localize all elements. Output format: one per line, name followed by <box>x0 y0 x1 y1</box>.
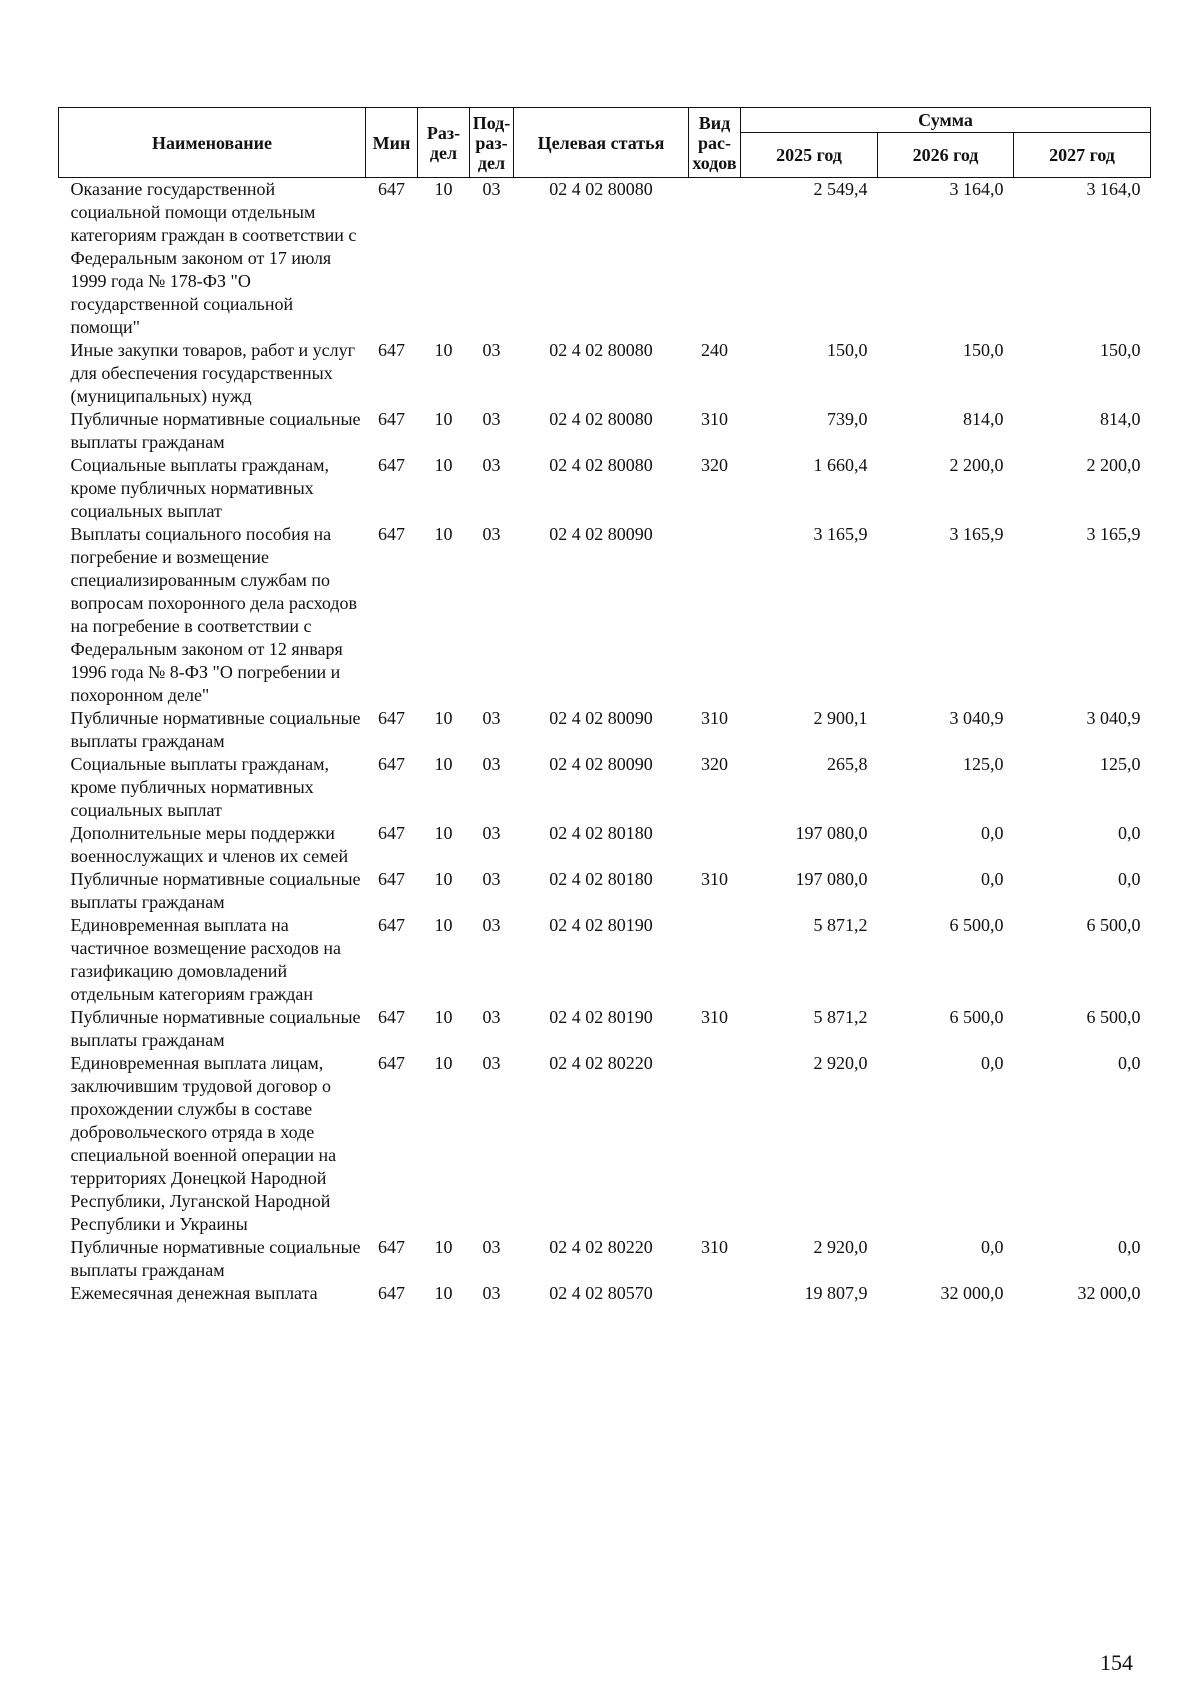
header-podrazdel: Под-раз-дел <box>470 108 514 178</box>
cell-min: 647 <box>378 179 405 199</box>
table-row <box>59 868 1151 914</box>
table-row <box>59 178 1151 340</box>
cell-2027: 3 164,0 <box>1086 179 1141 199</box>
cell-name: Единовременная выплата лицам, заключившим трудовой договор о прохождении службы в составе добровольческого отряда в ходе специальной военной операции на территориях Донецкой Народной Республики, Луганской Народной Республики и Украины <box>70 1053 337 1234</box>
cell-vid: 240 <box>701 340 728 360</box>
cell-name: Дополнительные меры поддержки военнослужащих и членов их семей <box>70 823 349 866</box>
cell-2027: 125,0 <box>1100 754 1141 774</box>
cell-vid <box>689 523 741 707</box>
cell-name: Публичные нормативные социальные выплаты гражданам <box>70 1237 361 1280</box>
cell-vid <box>689 178 741 340</box>
header-vid: Вид рас-ходов <box>689 108 741 178</box>
cell-2027: 0,0 <box>1118 1053 1141 1073</box>
table-row <box>59 707 1151 753</box>
cell-razdel: 10 <box>434 340 453 360</box>
cell-name: Ежемесячная денежная выплата <box>70 1283 318 1303</box>
cell-name: Публичные нормативные социальные выплаты гражданам <box>70 708 361 751</box>
cell-2026: 6 500,0 <box>949 915 1004 935</box>
header-summa: Сумма <box>741 108 1151 133</box>
cell-razdel: 10 <box>434 1237 453 1257</box>
cell-vid: 320 <box>701 455 728 475</box>
table-row <box>59 408 1151 454</box>
cell-2027: 150,0 <box>1100 340 1141 360</box>
cell-2026: 3 040,9 <box>949 708 1004 728</box>
cell-2027: 814,0 <box>1100 409 1141 429</box>
cell-podrazdel: 03 <box>482 823 501 843</box>
cell-2026: 0,0 <box>981 1237 1004 1257</box>
table-row <box>59 523 1151 707</box>
cell-2026: 32 000,0 <box>940 1283 1004 1303</box>
cell-2026: 0,0 <box>981 869 1004 889</box>
cell-2026: 125,0 <box>963 754 1004 774</box>
header-target: Целевая статья <box>514 108 689 178</box>
cell-2026: 3 164,0 <box>949 179 1004 199</box>
cell-min: 647 <box>378 340 405 360</box>
cell-target: 02 4 02 80090 <box>549 524 653 544</box>
cell-podrazdel: 03 <box>482 1053 501 1073</box>
cell-podrazdel: 03 <box>482 1283 501 1303</box>
cell-min: 647 <box>378 455 405 475</box>
cell-name: Оказание государственной социальной помощи отдельным категориям граждан в соответствии с Федеральным законом от 17 июля 1999 года № 178-ФЗ "О государственной социальной помощи" <box>70 179 357 337</box>
cell-podrazdel: 03 <box>482 915 501 935</box>
cell-target: 02 4 02 80090 <box>549 708 653 728</box>
table-row <box>59 822 1151 868</box>
cell-name: Выплаты социального пособия на погребение и возмещение специализированным службам по вопросам похоронного дела расходов на погребение в соответствии с Федеральным законом от 12 января 1996 года № 8-ФЗ "О погребении и похоронном деле" <box>70 524 358 705</box>
cell-2025: 150,0 <box>827 340 868 360</box>
cell-min: 647 <box>378 409 405 429</box>
cell-min: 647 <box>378 708 405 728</box>
cell-2026: 814,0 <box>963 409 1004 429</box>
cell-name: Единовременная выплата на частичное возмещение расходов на газификацию домовладений отдельным категориям граждан <box>70 915 341 1004</box>
cell-2026: 3 165,9 <box>949 524 1004 544</box>
cell-2026: 6 500,0 <box>949 1007 1004 1027</box>
cell-vid: 310 <box>701 409 728 429</box>
cell-target: 02 4 02 80080 <box>549 409 653 429</box>
cell-min: 647 <box>378 1283 405 1303</box>
cell-2025: 739,0 <box>827 409 868 429</box>
cell-target: 02 4 02 80090 <box>549 754 653 774</box>
cell-2027: 6 500,0 <box>1086 915 1141 935</box>
cell-razdel: 10 <box>434 179 453 199</box>
cell-target: 02 4 02 80570 <box>549 1283 653 1303</box>
cell-target: 02 4 02 80220 <box>549 1053 653 1073</box>
cell-2027: 3 040,9 <box>1086 708 1141 728</box>
cell-vid <box>689 822 741 868</box>
cell-vid: 310 <box>701 1007 728 1027</box>
cell-2026: 0,0 <box>981 823 1004 843</box>
header-2027: 2027 год <box>1014 133 1151 178</box>
header-min: Мин <box>366 108 418 178</box>
cell-2025: 5 871,2 <box>813 915 868 935</box>
cell-min: 647 <box>378 1053 405 1073</box>
cell-target: 02 4 02 80180 <box>549 823 653 843</box>
cell-razdel: 10 <box>434 1053 453 1073</box>
cell-min: 647 <box>378 823 405 843</box>
cell-vid <box>689 1282 741 1305</box>
cell-podrazdel: 03 <box>482 409 501 429</box>
cell-target: 02 4 02 80180 <box>549 869 653 889</box>
cell-2027: 3 165,9 <box>1086 524 1141 544</box>
cell-vid: 310 <box>701 1237 728 1257</box>
cell-target: 02 4 02 80080 <box>549 179 653 199</box>
header-name: Наименование <box>59 108 366 178</box>
cell-2027: 6 500,0 <box>1086 1007 1141 1027</box>
cell-2025: 2 549,4 <box>813 179 868 199</box>
cell-2025: 1 660,4 <box>813 455 868 475</box>
cell-razdel: 10 <box>434 708 453 728</box>
table-row <box>59 339 1151 408</box>
cell-razdel: 10 <box>434 1283 453 1303</box>
table-header <box>59 108 1151 178</box>
table-row <box>59 1052 1151 1236</box>
cell-razdel: 10 <box>434 915 453 935</box>
cell-min: 647 <box>378 754 405 774</box>
cell-podrazdel: 03 <box>482 524 501 544</box>
cell-razdel: 10 <box>434 823 453 843</box>
cell-name: Социальные выплаты гражданам, кроме публичных нормативных социальных выплат <box>70 455 329 521</box>
table-body <box>59 178 1151 1306</box>
cell-podrazdel: 03 <box>482 455 501 475</box>
table-row <box>59 1282 1151 1305</box>
cell-min: 647 <box>378 1007 405 1027</box>
cell-min: 647 <box>378 524 405 544</box>
header-razdel: Раз-дел <box>418 108 470 178</box>
table-row <box>59 914 1151 1006</box>
cell-target: 02 4 02 80220 <box>549 1237 653 1257</box>
cell-2026: 2 200,0 <box>949 455 1004 475</box>
cell-2025: 2 920,0 <box>813 1237 868 1257</box>
cell-min: 647 <box>378 1237 405 1257</box>
cell-min: 647 <box>378 869 405 889</box>
cell-vid <box>689 914 741 1006</box>
budget-table <box>58 107 1151 1305</box>
cell-vid: 320 <box>701 754 728 774</box>
cell-target: 02 4 02 80190 <box>549 915 653 935</box>
cell-vid: 310 <box>701 869 728 889</box>
cell-target: 02 4 02 80080 <box>549 340 653 360</box>
cell-2026: 0,0 <box>981 1053 1004 1073</box>
page-number: 154 <box>1100 1650 1133 1675</box>
cell-name: Публичные нормативные социальные выплаты гражданам <box>70 409 361 452</box>
cell-2025: 197 080,0 <box>795 823 868 843</box>
cell-min: 647 <box>378 915 405 935</box>
cell-2025: 2 900,1 <box>813 708 868 728</box>
cell-podrazdel: 03 <box>482 1237 501 1257</box>
cell-razdel: 10 <box>434 455 453 475</box>
header-2025: 2025 год <box>741 133 878 178</box>
cell-name: Публичные нормативные социальные выплаты гражданам <box>70 869 361 912</box>
cell-podrazdel: 03 <box>482 869 501 889</box>
cell-2027: 32 000,0 <box>1077 1283 1141 1303</box>
cell-name: Иные закупки товаров, работ и услуг для обеспечения государственных (муниципальных) нужд <box>70 340 355 406</box>
table-row <box>59 454 1151 523</box>
cell-2027: 0,0 <box>1118 823 1141 843</box>
cell-vid <box>689 1052 741 1236</box>
cell-2025: 3 165,9 <box>813 524 868 544</box>
cell-podrazdel: 03 <box>482 1007 501 1027</box>
cell-target: 02 4 02 80190 <box>549 1007 653 1027</box>
cell-name: Социальные выплаты гражданам, кроме публичных нормативных социальных выплат <box>70 754 329 820</box>
cell-razdel: 10 <box>434 869 453 889</box>
cell-podrazdel: 03 <box>482 754 501 774</box>
cell-2027: 0,0 <box>1118 1237 1141 1257</box>
cell-podrazdel: 03 <box>482 179 501 199</box>
cell-podrazdel: 03 <box>482 708 501 728</box>
cell-2025: 2 920,0 <box>813 1053 868 1073</box>
table-row <box>59 1236 1151 1282</box>
cell-podrazdel: 03 <box>482 340 501 360</box>
cell-2025: 5 871,2 <box>813 1007 868 1027</box>
cell-razdel: 10 <box>434 1007 453 1027</box>
cell-2025: 197 080,0 <box>795 869 868 889</box>
table-row <box>59 1006 1151 1052</box>
cell-2027: 2 200,0 <box>1086 455 1141 475</box>
cell-vid: 310 <box>701 708 728 728</box>
cell-razdel: 10 <box>434 524 453 544</box>
table-row <box>59 753 1151 822</box>
cell-target: 02 4 02 80080 <box>549 455 653 475</box>
cell-2026: 150,0 <box>963 340 1004 360</box>
cell-2025: 19 807,9 <box>804 1283 868 1303</box>
cell-2025: 265,8 <box>827 754 868 774</box>
header-2026: 2026 год <box>878 133 1014 178</box>
cell-razdel: 10 <box>434 754 453 774</box>
cell-razdel: 10 <box>434 409 453 429</box>
cell-2027: 0,0 <box>1118 869 1141 889</box>
cell-name: Публичные нормативные социальные выплаты гражданам <box>70 1007 361 1050</box>
